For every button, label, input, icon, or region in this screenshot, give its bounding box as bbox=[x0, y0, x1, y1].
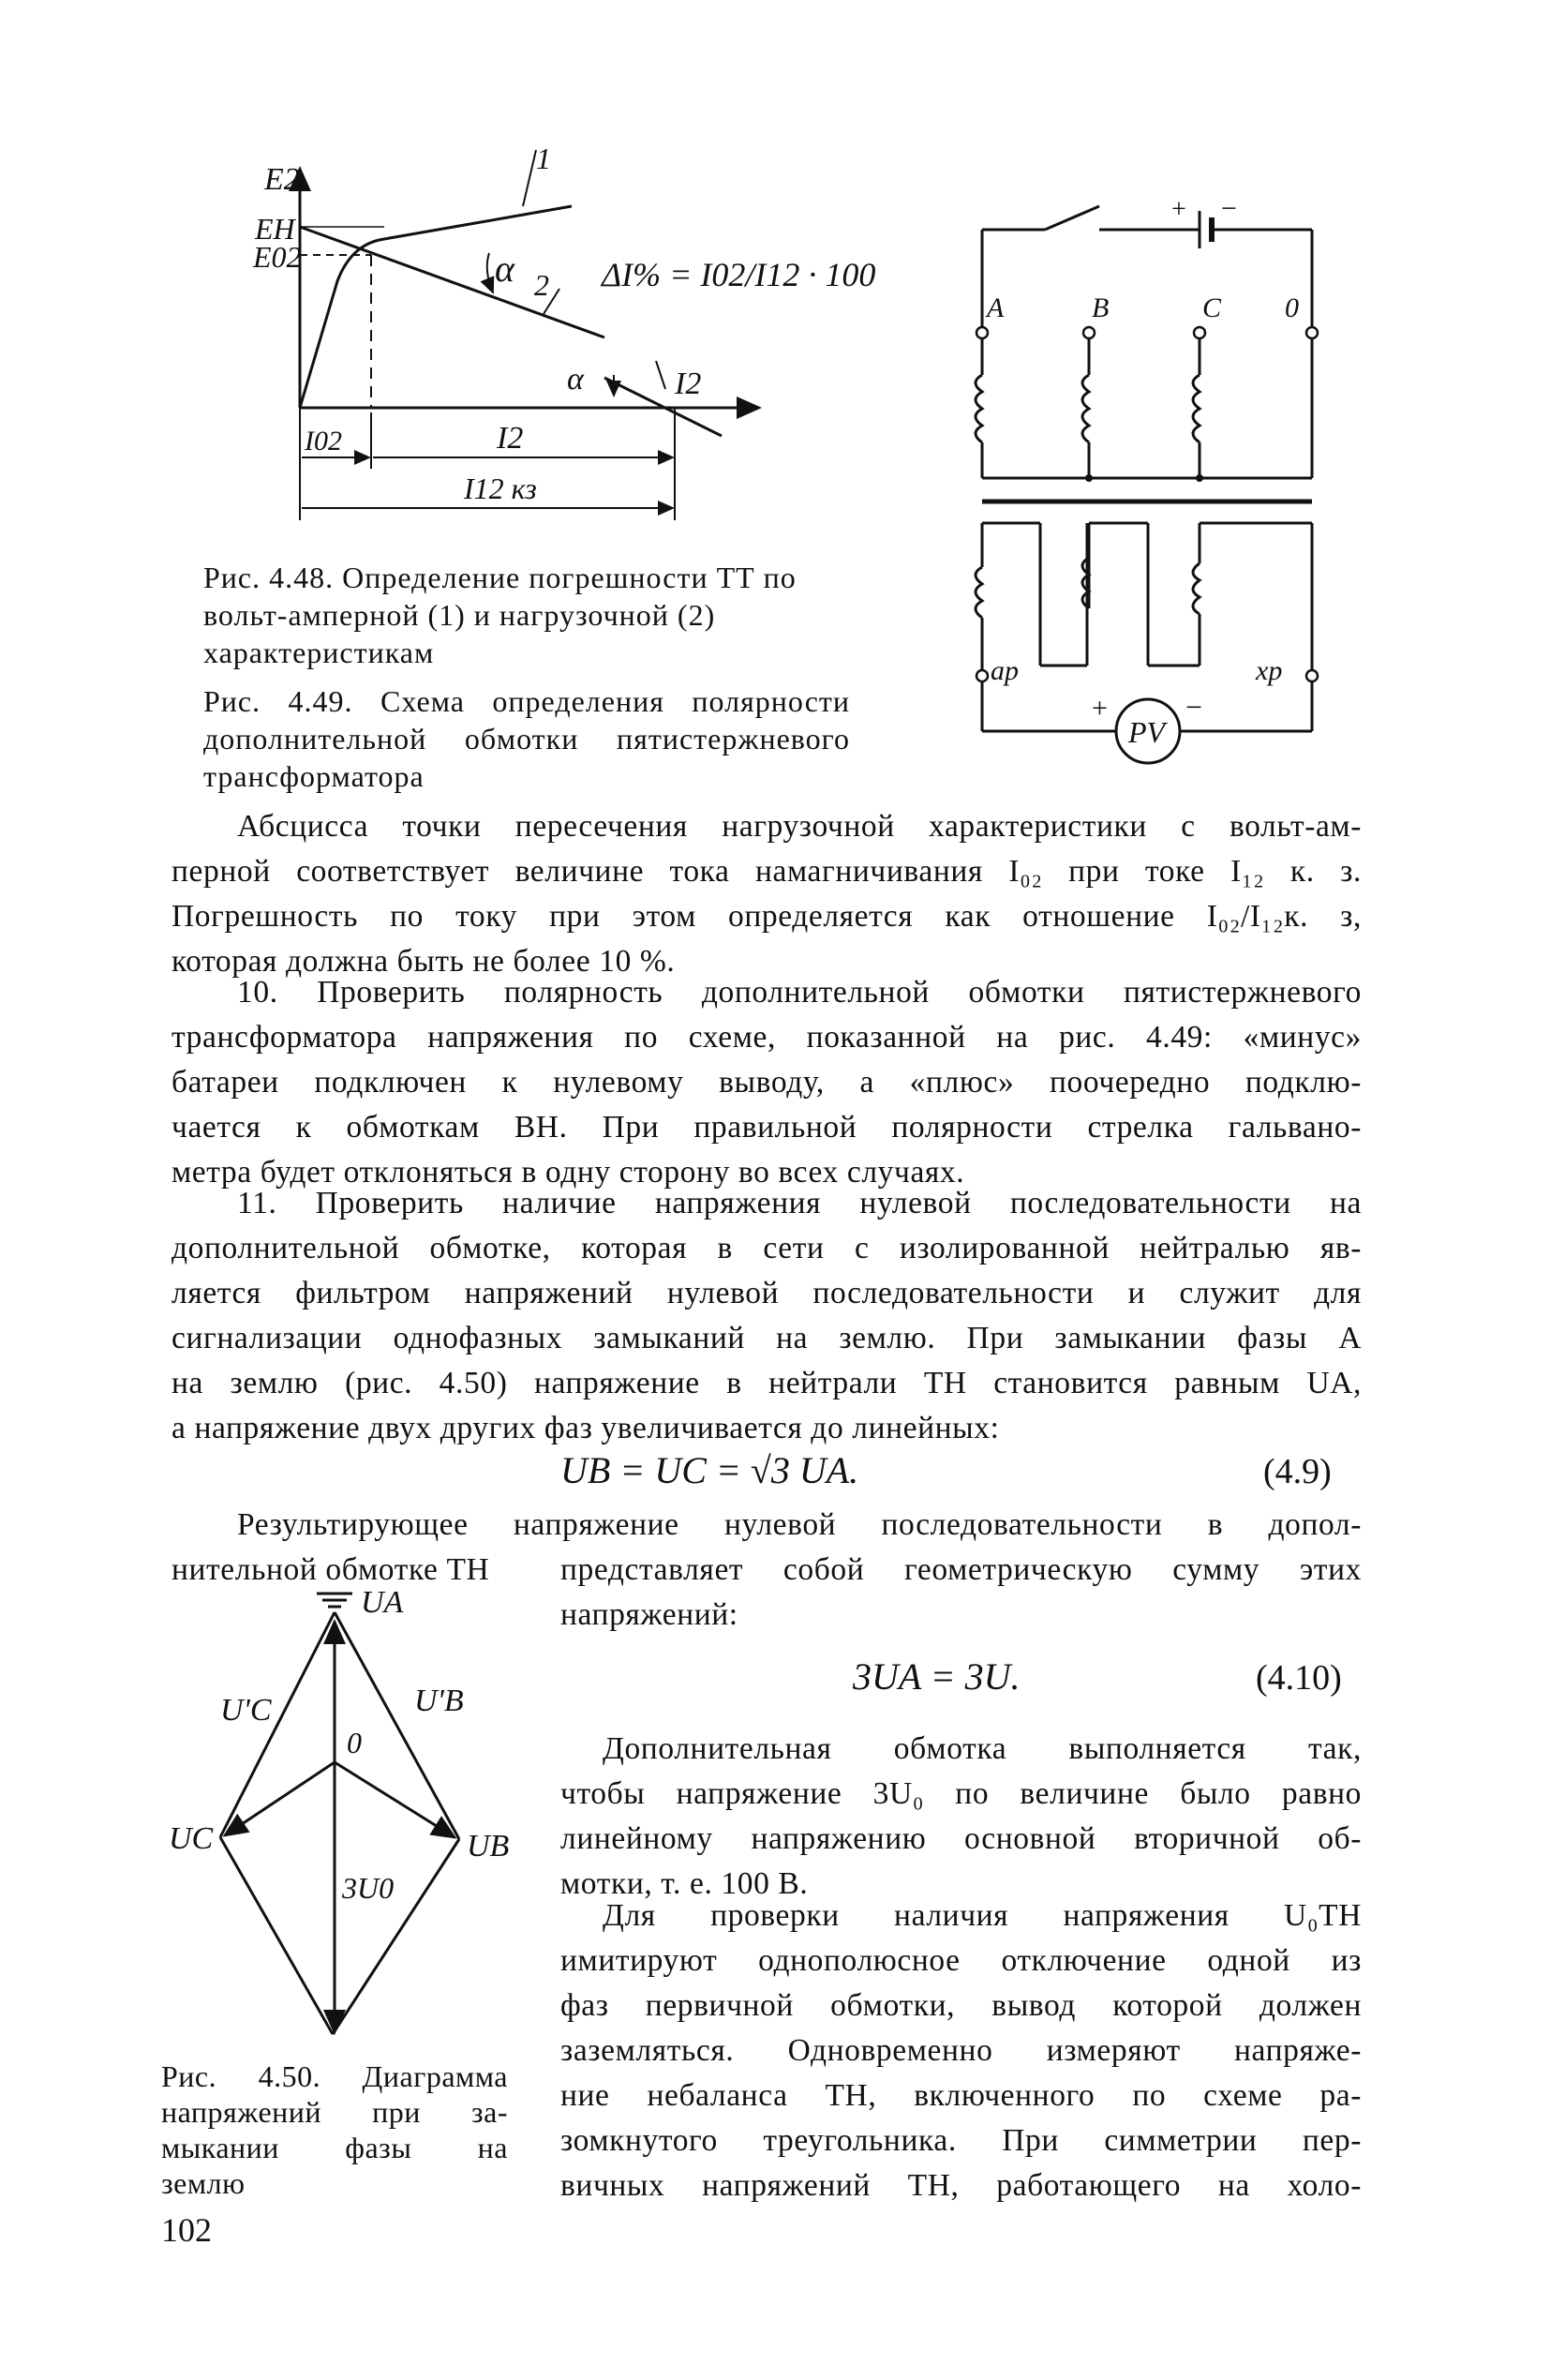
figure-4-50 bbox=[169, 1584, 544, 2053]
text-line: нительной обмотке ТН bbox=[171, 1552, 490, 1587]
text-line: которая должна быть не более 10 %. bbox=[171, 944, 676, 979]
caption-fig-4-50 bbox=[161, 2058, 508, 2201]
label-UpC: U'C bbox=[220, 1693, 272, 1728]
caption-line: мыкании фазы на bbox=[161, 2131, 508, 2164]
label-UC: UC bbox=[169, 1821, 214, 1856]
equation-text: UB = UC = √3 UA. bbox=[560, 1449, 859, 1491]
paragraph-6 bbox=[560, 1894, 1362, 2208]
text-line: напряжений: bbox=[560, 1597, 738, 1632]
secondary-windings bbox=[976, 523, 1312, 670]
curve-volt-ampere bbox=[300, 206, 572, 408]
text-line: дополнительной обмотке, которая в сети с изолированной нейтралью яв- bbox=[171, 1231, 1362, 1265]
caption-text: Рис. 4.49. Схема определения полярности дополнительной обмотки пятистержневого трансформатора bbox=[203, 684, 850, 793]
text-line: Абсцисса точки пересечения нагрузочной характеристики с вольт-ам- bbox=[237, 809, 1362, 844]
text-line: мотки, т. е. 100 В. bbox=[560, 1866, 809, 1901]
text-line: ние небаланса ТН, включенного по схеме ра- bbox=[560, 2078, 1362, 2113]
page-number-text: 102 bbox=[161, 2211, 212, 2249]
label-I2-axis: I2 bbox=[675, 367, 702, 401]
text-line: Результирующее напряжение нулевой последовательности в допол- bbox=[237, 1507, 1362, 1542]
text-line: чается к обмоткам ВН. При правильной полярности стрелка гальвано- bbox=[171, 1110, 1362, 1145]
caption-fig-4-49 bbox=[203, 682, 850, 795]
terminal-A: A bbox=[987, 292, 1005, 323]
text-line: Дополнительная обмотка выполняется так, bbox=[603, 1731, 1362, 1766]
side-UB-bottom bbox=[333, 1839, 459, 2034]
paragraph-3 bbox=[171, 1181, 1362, 1451]
meter-minus: − bbox=[1185, 690, 1203, 724]
terminal-C: C bbox=[1202, 292, 1222, 323]
angle-mark bbox=[487, 253, 493, 292]
label-3U0: 3U0 bbox=[342, 1871, 395, 1905]
text-line: представляет собой геометрическую сумму этих bbox=[560, 1552, 1362, 1587]
label-2: 2 bbox=[534, 268, 549, 302]
label-alpha-2: α bbox=[567, 362, 584, 397]
caption-line: напряжений при за- bbox=[161, 2095, 508, 2129]
equation-text: 3UA = 3U. bbox=[853, 1655, 1021, 1698]
vector-UC bbox=[225, 1762, 335, 1835]
battery-minus: − bbox=[1221, 193, 1237, 224]
label-UpB: U'B bbox=[414, 1684, 464, 1718]
paragraph-4-right bbox=[560, 1548, 1362, 1638]
equation-4-9 bbox=[560, 1448, 858, 1492]
text-line: чтобы напряжение 3U₀ по величине было равно bbox=[560, 1776, 1362, 1811]
text-line: Погрешность по току при этом определяется как отношение I₀₂/I₁₂к. з, bbox=[171, 899, 1362, 934]
paragraph-5 bbox=[560, 1727, 1362, 1907]
text-line: на землю (рис. 4.50) напряжение в нейтрали ТН становится равным UA, bbox=[171, 1366, 1362, 1400]
equation-4-10 bbox=[853, 1654, 1020, 1699]
text-line: имитируют однополюсное отключение одной из bbox=[560, 1943, 1362, 1978]
text-line: сигнализации однофазных замыканий на землю. При замыкании фазы A bbox=[171, 1321, 1362, 1355]
primary-windings bbox=[976, 338, 1312, 478]
paragraph-4 bbox=[171, 1503, 1362, 1548]
text-line: заземляться. Одновременно измеряют напряже- bbox=[560, 2033, 1362, 2068]
text-line: фаз первичной обмотки, вывод которой должен bbox=[560, 1988, 1362, 2023]
text-line: 11. Проверить наличие напряжения нулевой последовательности на bbox=[237, 1186, 1362, 1220]
caption-text: Рис. 4.48. Определение погрешности ТТ по вольт-амперной (1) и нагрузочной (2) характеристикам bbox=[203, 561, 797, 669]
text-line: 10. Проверить полярность дополнительной обмотки пятистержневого bbox=[237, 975, 1362, 1010]
label-I12kz: I12 кз bbox=[464, 472, 537, 505]
label-O: 0 bbox=[347, 1726, 362, 1759]
page-number bbox=[161, 2210, 212, 2250]
leader-1 bbox=[523, 150, 536, 206]
text-line: трансформатора напряжения по схеме, показанной на рис. 4.49: «минус» bbox=[171, 1020, 1362, 1055]
label-UA: UA bbox=[361, 1585, 404, 1620]
text-line: ляется фильтром напряжений нулевой последовательности и служит для bbox=[171, 1276, 1362, 1310]
text-line: метра будет отклоняться в одну сторону во всех случаях. bbox=[171, 1155, 965, 1190]
figure-4-49 bbox=[961, 193, 1354, 769]
terminal-B: B bbox=[1092, 292, 1110, 323]
formula-delta-I: ΔI% = I02/I12 · 100 bbox=[602, 256, 876, 293]
terminal-xp: xp bbox=[1256, 655, 1283, 686]
label-I02: I02 bbox=[305, 426, 342, 457]
text-line: батареи подключен к нулевому выводу, а «плюс» поочередно подклю- bbox=[171, 1065, 1362, 1100]
caption-line: землю bbox=[161, 2166, 246, 2200]
equation-number: (4.9) bbox=[1263, 1452, 1332, 1491]
label-I2-dim: I2 bbox=[497, 421, 524, 456]
label-UB: UB bbox=[467, 1829, 510, 1864]
equation-number: (4.10) bbox=[1256, 1658, 1342, 1698]
paragraph-2 bbox=[171, 970, 1362, 1195]
curve-load bbox=[300, 227, 604, 337]
battery-plus: + bbox=[1171, 195, 1186, 224]
text-line: вичных напряжений ТН, работающего на холо- bbox=[560, 2168, 1362, 2203]
label-EH: EH bbox=[255, 212, 295, 246]
figure-4-48 bbox=[187, 142, 876, 525]
label-E2: E2 bbox=[264, 162, 300, 197]
terminal-ap: ap bbox=[991, 655, 1019, 686]
text-line: а напряжение двух других фаз увеличивается до линейных: bbox=[171, 1411, 1000, 1445]
equation-4-9-number bbox=[1263, 1451, 1332, 1492]
text-line: Для проверки наличия напряжения U₀ТН bbox=[603, 1898, 1362, 1933]
label-E02: E02 bbox=[253, 240, 302, 274]
equation-4-10-number bbox=[1256, 1657, 1342, 1699]
caption-line: Рис. 4.50. Диаграмма bbox=[161, 2059, 508, 2093]
text-line: перной соответствует величине тока намагничивания I₀₂ при токе I₁₂ к. з. bbox=[171, 854, 1362, 889]
caption-fig-4-48 bbox=[203, 559, 850, 671]
terminal-0: 0 bbox=[1285, 292, 1299, 323]
side-UC-bottom bbox=[220, 1837, 333, 2034]
meter-plus: + bbox=[1092, 693, 1108, 724]
paragraph-1 bbox=[171, 804, 1362, 984]
label-1: 1 bbox=[536, 142, 551, 175]
label-alpha: α bbox=[495, 247, 514, 290]
text-line: зомкнутого треугольника. При симметрии пер- bbox=[560, 2123, 1362, 2158]
leader-I2 bbox=[656, 361, 665, 389]
voltmeter-label: PV bbox=[1128, 715, 1166, 749]
switch bbox=[1045, 206, 1099, 230]
text-line: линейному напряжению основной вторичной об- bbox=[560, 1821, 1362, 1856]
